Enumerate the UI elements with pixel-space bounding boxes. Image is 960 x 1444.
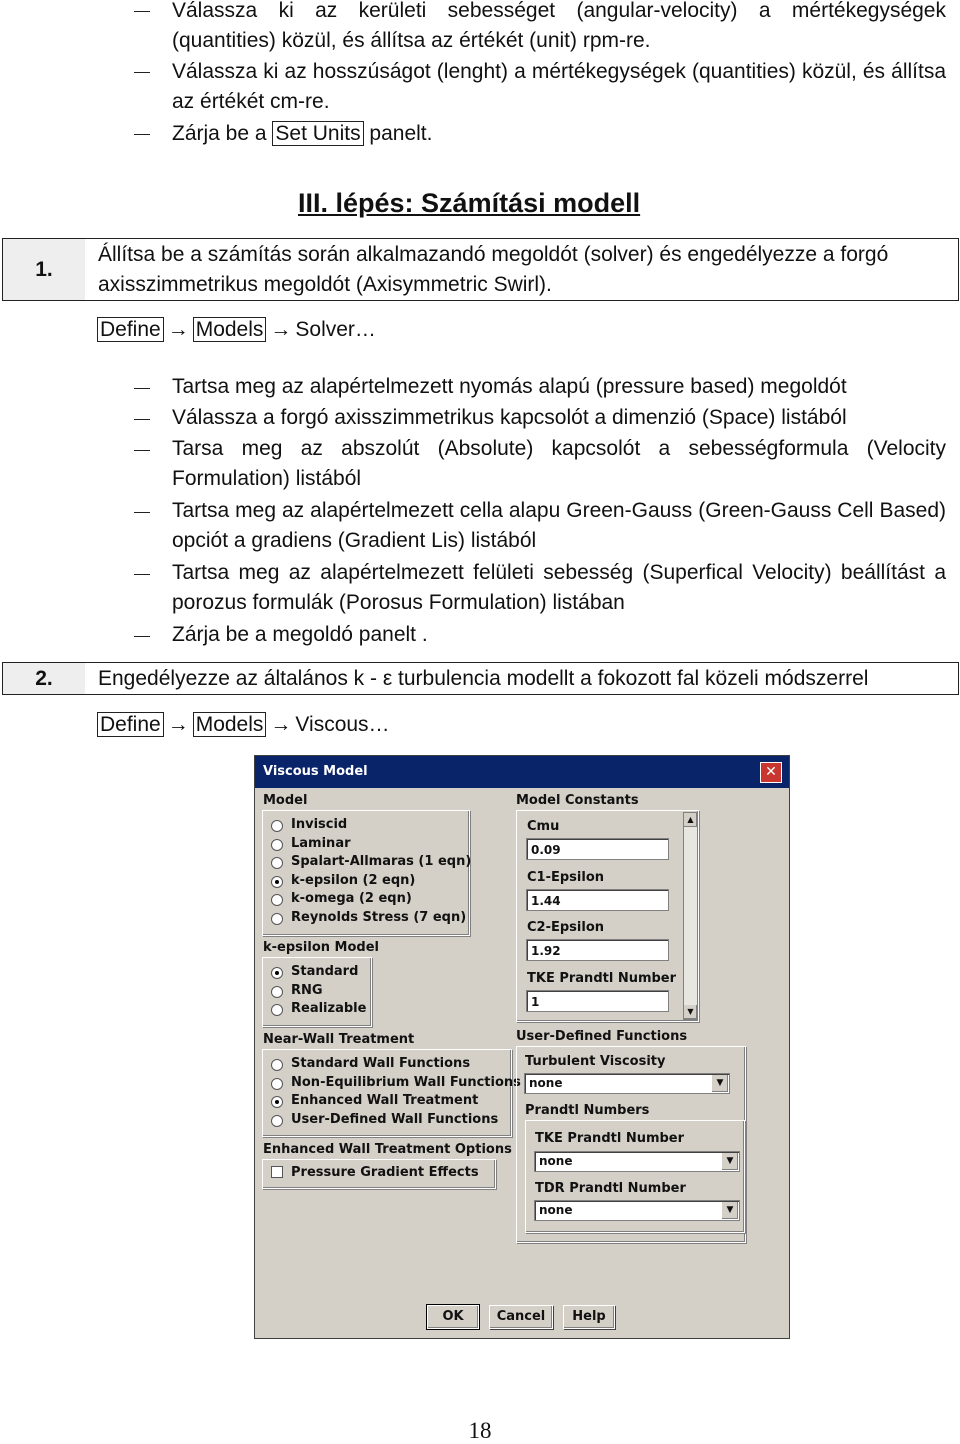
menu-solver: Solver… [295, 318, 376, 341]
bullet-dash [134, 636, 150, 637]
constant-value-input[interactable]: 0.09 [526, 838, 669, 860]
set-units-label: Set Units [272, 121, 363, 146]
tke-prandtl-value: none [539, 1154, 573, 1168]
menu-define: Define [97, 317, 164, 342]
arrow-icon: → [270, 713, 292, 736]
nearwall-option-label: Non-Equilibrium Wall Functions [291, 1074, 521, 1090]
turbulent-viscosity-value: none [529, 1076, 563, 1090]
model-option-label: Inviscid [291, 817, 348, 832]
model-option-label: Laminar [291, 835, 351, 851]
menu-models: Models [193, 712, 267, 737]
constant-name: TKE Prandtl Number [527, 970, 677, 986]
arrow-icon: → [167, 318, 189, 341]
viscous-model-dialog [254, 755, 790, 1339]
menu-viscous: Viscous… [295, 713, 390, 736]
step-number: 2. [3, 663, 85, 694]
model-option-label: Spalart-Allmaras (1 eqn) [291, 854, 472, 870]
chevron-down-icon[interactable]: ▼ [711, 1075, 728, 1092]
help-button[interactable]: Help [563, 1305, 615, 1329]
model-option-radio[interactable] [271, 876, 283, 888]
bullet-text: Válassza ki az hosszúságot (lenght) a mértékegységek (quantities) közül, és állítsa az értékét cm-re. [172, 60, 946, 113]
page-number: 18 [468, 1418, 492, 1443]
constant-value-input[interactable]: 1.44 [526, 889, 669, 911]
bullet-text: Tartsa meg az alapértelmezett nyomás alapú (pressure based) megoldót [172, 375, 847, 398]
nearwall-option-label: Enhanced Wall Treatment [291, 1093, 479, 1109]
kepsilon-option-label: Standard [291, 964, 359, 979]
constant-name: C2-Epsilon [527, 920, 605, 935]
tdr-prandtl-select[interactable] [534, 1200, 740, 1221]
section-heading: III. lépés: Számítási modell [298, 188, 641, 218]
turbulent-viscosity-label: Turbulent Viscosity [525, 1054, 666, 1069]
step-2-box [2, 662, 959, 695]
bullet-dash [134, 11, 150, 12]
tdr-prandtl-value: none [539, 1203, 573, 1217]
dialog-titlebar[interactable] [255, 756, 789, 788]
tke-prandtl-select[interactable] [534, 1151, 740, 1172]
cancel-button[interactable]: Cancel [489, 1305, 553, 1329]
menu-path [97, 316, 376, 344]
kepsilon-option-label: Realizable [291, 1001, 367, 1017]
model-constants-label: Model Constants [516, 793, 639, 808]
constant-value-input[interactable]: 1.92 [526, 939, 669, 961]
bullet-text: Tarsa meg az abszolút (Absolute) kapcsolót a sebességformula (Velocity Formulation) listából [172, 437, 946, 490]
nearwall-option-radio[interactable] [271, 1115, 283, 1127]
udf-label: User-Defined Functions [516, 1029, 688, 1044]
bullet-dash [134, 388, 150, 389]
pressure-gradient-label: Pressure Gradient Effects [291, 1165, 479, 1180]
menu-models: Models [193, 317, 267, 342]
tdr-prandtl-label: TDR Prandtl Number [535, 1181, 686, 1196]
ok-button[interactable]: OK [427, 1305, 479, 1329]
nearwall-option-label: User-Defined Wall Functions [291, 1111, 499, 1127]
bullet-text: Tartsa meg az alapértelmezett felületi sebesség (Superfical Velocity) beállítást a porozus formulák (Porosus Formulation) listában [172, 561, 946, 614]
bullet-text: Válassza ki az kerületi sebességet (angular-velocity) a mértékegységek (quantities) közül, és állítsa az értékét (unit) rpm-re. [172, 0, 946, 52]
model-option-radio[interactable] [271, 820, 283, 832]
bullet-text: Válassza a forgó axisszimmetrikus kapcsolót a dimenzió (Space) listából [172, 406, 847, 429]
menu-define: Define [97, 712, 164, 737]
step-text-line: axisszimmetrikus megoldót (Axisymmetric Swirl). [98, 273, 552, 296]
scroll-down-icon[interactable]: ▼ [684, 1005, 697, 1019]
step-1-box [2, 238, 959, 301]
model-group-label: Model [263, 793, 308, 808]
model-option-label: k-epsilon (2 eqn) [291, 872, 416, 888]
chevron-down-icon[interactable]: ▼ [721, 1202, 738, 1219]
bullet-text: Zárja be a megoldó panelt . [172, 623, 428, 646]
close-icon[interactable]: ✕ [760, 762, 782, 783]
kepsilon-option-label: RNG [291, 982, 323, 998]
constant-value-input[interactable]: 1 [526, 990, 669, 1012]
nearwall-option-label: Standard Wall Functions [291, 1056, 471, 1071]
bullet-text: Zárja be a Set Units panelt. [172, 122, 433, 145]
model-option-label: k-omega (2 eqn) [291, 891, 412, 907]
nearwall-group-label: Near-Wall Treatment [263, 1032, 415, 1047]
step-text-line: Engedélyezze az általános k - ε turbulencia modellt a fokozott fal közeli módszerrel [98, 667, 869, 690]
prandtl-numbers-label: Prandtl Numbers [525, 1103, 650, 1118]
bullet-dash [134, 72, 150, 73]
nearwall-option-radio[interactable] [271, 1059, 283, 1071]
model-option-radio[interactable] [271, 839, 283, 851]
step-text-line: Állítsa be a számítás során alkalmazandó megoldót (solver) és engedélyezze a forgó [98, 243, 889, 266]
kepsilon-option-radio[interactable] [271, 967, 283, 979]
model-option-radio[interactable] [271, 913, 283, 925]
turbulent-viscosity-select[interactable] [524, 1073, 730, 1094]
pressure-gradient-checkbox[interactable] [271, 1166, 283, 1178]
bullet-dash [134, 134, 150, 135]
constants-scrollbar[interactable] [683, 812, 698, 1020]
dialog-title: Viscous Model [263, 764, 368, 779]
arrow-icon: → [270, 318, 292, 341]
ewt-options-label: Enhanced Wall Treatment Options [263, 1142, 512, 1157]
nearwall-option-radio[interactable] [271, 1078, 283, 1090]
step-number: 1. [3, 239, 85, 300]
bullet-dash [134, 574, 150, 575]
bullet-dash [134, 512, 150, 513]
arrow-icon: → [167, 713, 189, 736]
menu-path [97, 711, 390, 739]
bullet-dash [134, 450, 150, 451]
chevron-down-icon[interactable]: ▼ [721, 1153, 738, 1170]
kepsilon-group-label: k-epsilon Model [263, 940, 379, 955]
constant-name: C1-Epsilon [527, 869, 605, 885]
kepsilon-option-radio[interactable] [271, 986, 283, 998]
model-option-label: Reynolds Stress (7 eqn) [291, 910, 467, 925]
bullet-text: Tartsa meg az alapértelmezett cella alapu Green-Gauss (Green-Gauss Cell Based) opciót a gradiens (Gradient Lis) listából [172, 499, 946, 552]
tke-prandtl-label: TKE Prandtl Number [535, 1131, 685, 1146]
scroll-up-icon[interactable]: ▲ [684, 813, 697, 827]
bullet-dash [134, 419, 150, 420]
constant-name: Cmu [527, 819, 560, 834]
